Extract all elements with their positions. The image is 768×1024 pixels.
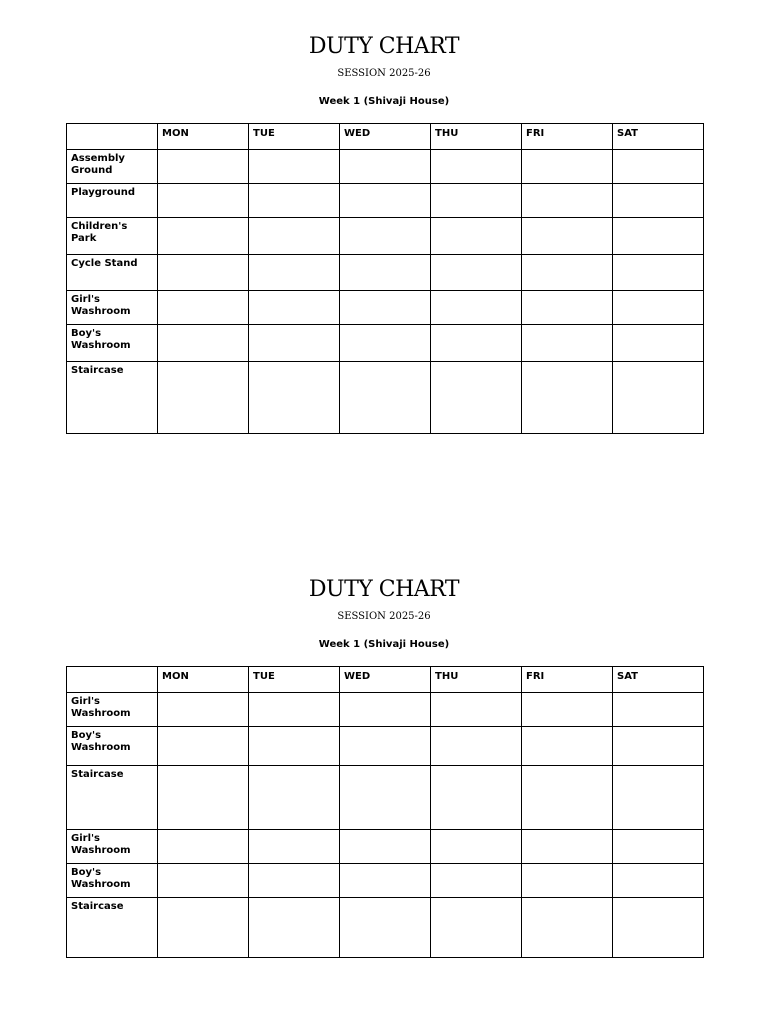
duty-cell[interactable] bbox=[431, 325, 522, 362]
duty-cell[interactable] bbox=[613, 362, 704, 434]
chart-title: DUTY CHART bbox=[308, 577, 460, 602]
day-header: TUE bbox=[249, 667, 340, 693]
duty-cell[interactable] bbox=[613, 291, 704, 325]
table-row bbox=[67, 218, 704, 255]
duty-cell[interactable] bbox=[158, 255, 249, 291]
header-row bbox=[67, 667, 704, 693]
corner-cell bbox=[67, 667, 158, 693]
duty-cell[interactable] bbox=[249, 727, 340, 766]
duty-cell[interactable] bbox=[249, 693, 340, 727]
area-label: Assembly Ground bbox=[67, 150, 158, 184]
day-header: WED bbox=[340, 667, 431, 693]
table-row bbox=[67, 898, 704, 958]
duty-cell[interactable] bbox=[340, 255, 431, 291]
table-row bbox=[67, 291, 704, 325]
area-label: Boy's Washroom bbox=[67, 864, 158, 898]
duty-cell[interactable] bbox=[431, 218, 522, 255]
duty-cell[interactable] bbox=[158, 291, 249, 325]
table-row bbox=[67, 362, 704, 434]
duty-cell[interactable] bbox=[431, 766, 522, 830]
duty-cell[interactable] bbox=[158, 218, 249, 255]
table-row bbox=[67, 325, 704, 362]
corner-cell bbox=[67, 124, 158, 150]
duty-cell[interactable] bbox=[158, 766, 249, 830]
duty-cell[interactable] bbox=[613, 864, 704, 898]
duty-cell[interactable] bbox=[522, 898, 613, 958]
area-label: Boy's Washroom bbox=[67, 325, 158, 362]
duty-cell[interactable] bbox=[340, 727, 431, 766]
day-header: TUE bbox=[249, 124, 340, 150]
table-row bbox=[67, 766, 704, 830]
duty-cell[interactable] bbox=[158, 693, 249, 727]
header-row bbox=[67, 124, 704, 150]
duty-cell[interactable] bbox=[522, 150, 613, 184]
duty-cell[interactable] bbox=[340, 150, 431, 184]
table-row bbox=[67, 184, 704, 218]
duty-cell[interactable] bbox=[340, 864, 431, 898]
duty-cell[interactable] bbox=[249, 218, 340, 255]
area-label: Cycle Stand bbox=[67, 255, 158, 291]
duty-cell[interactable] bbox=[158, 898, 249, 958]
area-label: Girl's Washroom bbox=[67, 830, 158, 864]
duty-cell[interactable] bbox=[340, 218, 431, 255]
duty-cell[interactable] bbox=[340, 184, 431, 218]
duty-cell[interactable] bbox=[613, 184, 704, 218]
day-header: THU bbox=[431, 667, 522, 693]
duty-cell[interactable] bbox=[340, 693, 431, 727]
area-label: Staircase bbox=[67, 766, 158, 830]
day-header: SAT bbox=[613, 667, 704, 693]
duty-cell[interactable] bbox=[158, 864, 249, 898]
day-header: THU bbox=[431, 124, 522, 150]
duty-cell[interactable] bbox=[249, 864, 340, 898]
duty-cell[interactable] bbox=[613, 766, 704, 830]
duty-cell[interactable] bbox=[340, 362, 431, 434]
table-row bbox=[67, 830, 704, 864]
day-header: FRI bbox=[522, 667, 613, 693]
duty-cell[interactable] bbox=[431, 291, 522, 325]
duty-cell[interactable] bbox=[431, 362, 522, 434]
duty-cell[interactable] bbox=[431, 864, 522, 898]
duty-cell[interactable] bbox=[158, 830, 249, 864]
duty-cell[interactable] bbox=[158, 184, 249, 218]
duty-cell[interactable] bbox=[158, 325, 249, 362]
duty-cell[interactable] bbox=[522, 255, 613, 291]
table-row bbox=[67, 150, 704, 184]
area-label: Playground bbox=[67, 184, 158, 218]
duty-cell[interactable] bbox=[249, 255, 340, 291]
session-label: SESSION 2025-26 bbox=[337, 68, 431, 79]
duty-cell[interactable] bbox=[249, 184, 340, 218]
duty-cell[interactable] bbox=[431, 727, 522, 766]
area-label: Children's Park bbox=[67, 218, 158, 255]
duty-cell[interactable] bbox=[613, 218, 704, 255]
duty-cell[interactable] bbox=[613, 830, 704, 864]
area-label: Staircase bbox=[67, 898, 158, 958]
duty-cell[interactable] bbox=[249, 325, 340, 362]
duty-cell[interactable] bbox=[249, 362, 340, 434]
table-row bbox=[67, 255, 704, 291]
duty-cell[interactable] bbox=[249, 766, 340, 830]
duty-cell[interactable] bbox=[431, 693, 522, 727]
area-label: Girl's Washroom bbox=[67, 693, 158, 727]
duty-cell[interactable] bbox=[522, 325, 613, 362]
duty-cell[interactable] bbox=[613, 727, 704, 766]
duty-cell[interactable] bbox=[249, 830, 340, 864]
day-header: MON bbox=[158, 667, 249, 693]
duty-cell[interactable] bbox=[340, 898, 431, 958]
duty-cell[interactable] bbox=[522, 766, 613, 830]
session-label: SESSION 2025-26 bbox=[337, 611, 431, 622]
week-label: Week 1 (Shivaji House) bbox=[318, 96, 450, 107]
duty-cell[interactable] bbox=[613, 693, 704, 727]
duty-cell[interactable] bbox=[431, 898, 522, 958]
duty-cell[interactable] bbox=[522, 727, 613, 766]
duty-cell[interactable] bbox=[158, 362, 249, 434]
duty-cell[interactable] bbox=[249, 150, 340, 184]
duty-cell[interactable] bbox=[522, 291, 613, 325]
chart-title: DUTY CHART bbox=[308, 34, 460, 59]
duty-cell[interactable] bbox=[158, 150, 249, 184]
duty-cell[interactable] bbox=[522, 362, 613, 434]
duty-cell[interactable] bbox=[522, 864, 613, 898]
duty-cell[interactable] bbox=[249, 291, 340, 325]
duty-cell[interactable] bbox=[431, 150, 522, 184]
area-label: Girl's Washroom bbox=[67, 291, 158, 325]
duty-cell[interactable] bbox=[340, 830, 431, 864]
duty-cell[interactable] bbox=[613, 150, 704, 184]
day-header: SAT bbox=[613, 124, 704, 150]
day-header: MON bbox=[158, 124, 249, 150]
duty-table bbox=[66, 666, 704, 958]
duty-cell[interactable] bbox=[522, 218, 613, 255]
duty-cell[interactable] bbox=[431, 830, 522, 864]
duty-cell[interactable] bbox=[431, 255, 522, 291]
duty-cell[interactable] bbox=[158, 727, 249, 766]
duty-cell[interactable] bbox=[613, 255, 704, 291]
duty-table bbox=[66, 123, 704, 434]
day-header: FRI bbox=[522, 124, 613, 150]
duty-cell[interactable] bbox=[522, 830, 613, 864]
day-header: WED bbox=[340, 124, 431, 150]
duty-cell[interactable] bbox=[613, 325, 704, 362]
duty-cell[interactable] bbox=[522, 693, 613, 727]
duty-cell[interactable] bbox=[522, 184, 613, 218]
duty-cell[interactable] bbox=[249, 898, 340, 958]
table-row bbox=[67, 693, 704, 727]
duty-cell[interactable] bbox=[340, 291, 431, 325]
area-label: Boy's Washroom bbox=[67, 727, 158, 766]
duty-cell[interactable] bbox=[613, 898, 704, 958]
area-label: Staircase bbox=[67, 362, 158, 434]
table-row bbox=[67, 864, 704, 898]
week-label: Week 1 (Shivaji House) bbox=[318, 639, 450, 650]
duty-cell[interactable] bbox=[340, 325, 431, 362]
duty-cell[interactable] bbox=[340, 766, 431, 830]
table-row bbox=[67, 727, 704, 766]
duty-cell[interactable] bbox=[431, 184, 522, 218]
